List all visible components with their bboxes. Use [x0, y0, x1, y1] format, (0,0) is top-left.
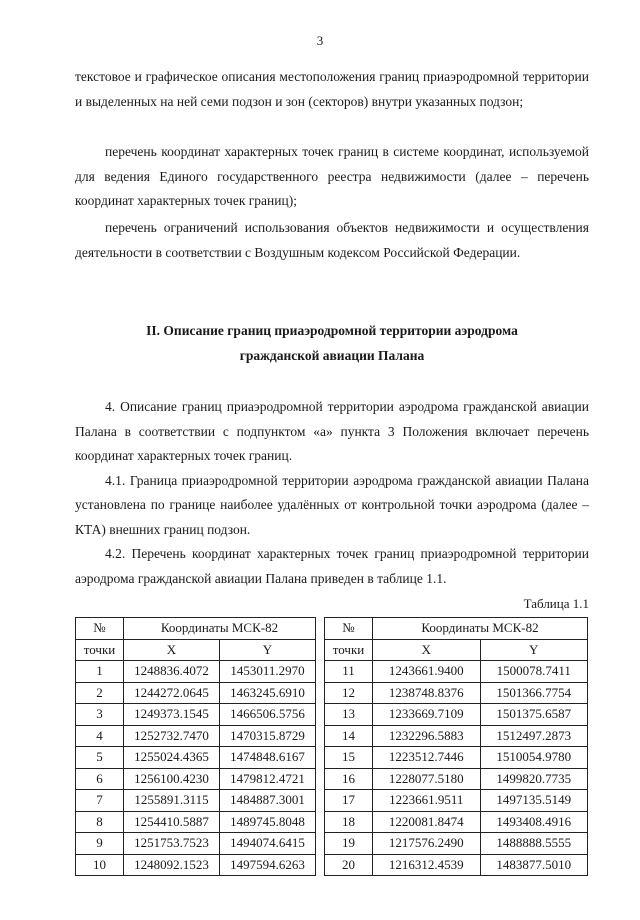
table-row	[325, 854, 588, 876]
intro-paragraph-coordinates-list	[75, 140, 589, 214]
x-cell: 1254410.5887	[124, 811, 220, 833]
point-number-cell: 17	[325, 790, 373, 812]
y-cell: 1453011.2970	[220, 661, 316, 683]
coords-header: Координаты МСК-82	[124, 618, 316, 640]
y-cell: 1501366.7754	[480, 682, 588, 704]
point-number-cell: 18	[325, 811, 373, 833]
point-number-cell: 3	[76, 704, 124, 726]
intro-paragraph-restrictions	[75, 216, 589, 265]
y-header: Y	[220, 639, 316, 661]
y-cell: 1493408.4916	[480, 811, 588, 833]
table-header-row	[76, 618, 316, 640]
y-cell: 1497135.5149	[480, 790, 588, 812]
num-header: №	[76, 618, 124, 640]
x-cell: 1255891.3115	[124, 790, 220, 812]
table-row	[325, 747, 588, 769]
point-number-cell: 5	[76, 747, 124, 769]
x-cell: 1249373.1545	[124, 704, 220, 726]
paragraph-4: 4. Описание границ приаэродромной территории аэродрома гражданской авиации Палана в соответствии с подпунктом «а» пункта 3 Положения включает перечень координат характерных точек границ.	[75, 399, 589, 463]
point-number-cell: 19	[325, 833, 373, 855]
x-cell: 1233669.7109	[373, 704, 481, 726]
y-cell: 1474848.6167	[220, 747, 316, 769]
y-cell: 1484887.3001	[220, 790, 316, 812]
table-header-row	[325, 618, 588, 640]
point-number-cell: 13	[325, 704, 373, 726]
y-cell: 1500078.7411	[480, 661, 588, 683]
coords-header: Координаты МСК-82	[373, 618, 588, 640]
x-cell: 1217576.2490	[373, 833, 481, 855]
paragraph-4-1: 4.1. Граница приаэродромной территории аэродрома гражданской авиации Палана установлена по границе наиболее удалённых от контрольной точки аэродрома (далее – КТА) внешних границ подзон.	[75, 472, 589, 537]
section-body	[75, 395, 589, 591]
table-row	[76, 811, 316, 833]
coordinates-table-left	[75, 617, 316, 876]
point-number-cell: 12	[325, 682, 373, 704]
point-number-cell: 2	[76, 682, 124, 704]
y-cell: 1489745.8048	[220, 811, 316, 833]
table-row	[325, 790, 588, 812]
table-row	[325, 682, 588, 704]
table-row	[76, 790, 316, 812]
table-row	[76, 768, 316, 790]
point-number-cell: 8	[76, 811, 124, 833]
point-number-cell: 6	[76, 768, 124, 790]
x-cell: 1216312.4539	[373, 854, 481, 876]
x-header: X	[373, 639, 481, 661]
page-number: 3	[316, 33, 324, 48]
table-row	[325, 725, 588, 747]
x-cell: 1243661.9400	[373, 661, 481, 683]
x-cell: 1220081.8474	[373, 811, 481, 833]
paragraph-text: перечень ограничений использования объектов недвижимости и осуществления деятельности в соответствии с Воздушным кодексом Российской Федерации.	[75, 220, 589, 260]
x-header: X	[124, 639, 220, 661]
y-cell: 1497594.6263	[220, 854, 316, 876]
paragraph-text: перечень координат характерных точек границ в системе координат, используемой для ведения Единого государственного реестра недвижимости (далее – перечень координат характерных точек границ);	[75, 144, 589, 208]
num-header: №	[325, 618, 373, 640]
point-number-cell: 4	[76, 725, 124, 747]
y-cell: 1499820.7735	[480, 768, 588, 790]
x-cell: 1238748.8376	[373, 682, 481, 704]
x-cell: 1232296.5883	[373, 725, 481, 747]
table-row	[76, 854, 316, 876]
x-cell: 1255024.4365	[124, 747, 220, 769]
point-number-cell: 16	[325, 768, 373, 790]
num-subheader: точки	[76, 639, 124, 661]
y-cell: 1501375.6587	[480, 704, 588, 726]
table-row	[76, 747, 316, 769]
paragraph-text: текстовое и графическое описания местоположения границ приаэродромной территории и выделенных на ней семи подзон и зон (секторов) внутри указанных подзон;	[75, 69, 589, 109]
x-cell: 1251753.7523	[124, 833, 220, 855]
x-cell: 1248092.1523	[124, 854, 220, 876]
point-number-cell: 7	[76, 790, 124, 812]
y-cell: 1512497.2873	[480, 725, 588, 747]
y-cell: 1479812.4721	[220, 768, 316, 790]
table-row	[325, 811, 588, 833]
table-row	[325, 704, 588, 726]
section-heading-line-1: II. Описание границ приаэродромной территории аэродрома	[146, 323, 518, 338]
point-number-cell: 15	[325, 747, 373, 769]
x-cell: 1244272.0645	[124, 682, 220, 704]
x-cell: 1248836.4072	[124, 661, 220, 683]
table-row	[76, 682, 316, 704]
section-heading-line-2: гражданской авиации Палана	[239, 348, 425, 363]
y-header: Y	[480, 639, 588, 661]
intro-paragraph-text-description	[75, 65, 589, 114]
y-cell: 1494074.6415	[220, 833, 316, 855]
table-row	[76, 661, 316, 683]
table-row	[76, 725, 316, 747]
y-cell: 1488888.5555	[480, 833, 588, 855]
table-subheader-row	[325, 639, 588, 661]
y-cell: 1470315.8729	[220, 725, 316, 747]
num-subheader: точки	[325, 639, 373, 661]
table-body	[76, 618, 316, 876]
x-cell: 1252732.7470	[124, 725, 220, 747]
point-number-cell: 10	[76, 854, 124, 876]
table-row	[325, 661, 588, 683]
table-body	[325, 618, 588, 876]
paragraph-4-2: 4.2. Перечень координат характерных точек границ приаэродромной территории аэродрома гражданской авиации Палана приведен в таблице 1.1.	[75, 546, 589, 586]
table-row	[325, 768, 588, 790]
x-cell: 1256100.4230	[124, 768, 220, 790]
y-cell: 1483877.5010	[480, 854, 588, 876]
y-cell: 1510054.9780	[480, 747, 588, 769]
coordinates-table-right	[324, 617, 588, 876]
table-row	[325, 833, 588, 855]
x-cell: 1223512.7446	[373, 747, 481, 769]
point-number-cell: 11	[325, 661, 373, 683]
x-cell: 1228077.5180	[373, 768, 481, 790]
point-number-cell: 1	[76, 661, 124, 683]
table-subheader-row	[76, 639, 316, 661]
y-cell: 1466506.5756	[220, 704, 316, 726]
point-number-cell: 14	[325, 725, 373, 747]
section-heading	[75, 318, 589, 368]
table-row	[76, 833, 316, 855]
point-number-cell: 9	[76, 833, 124, 855]
table-row	[76, 704, 316, 726]
y-cell: 1463245.6910	[220, 682, 316, 704]
table-caption: Таблица 1.1	[523, 596, 589, 611]
x-cell: 1223661.9511	[373, 790, 481, 812]
point-number-cell: 20	[325, 854, 373, 876]
